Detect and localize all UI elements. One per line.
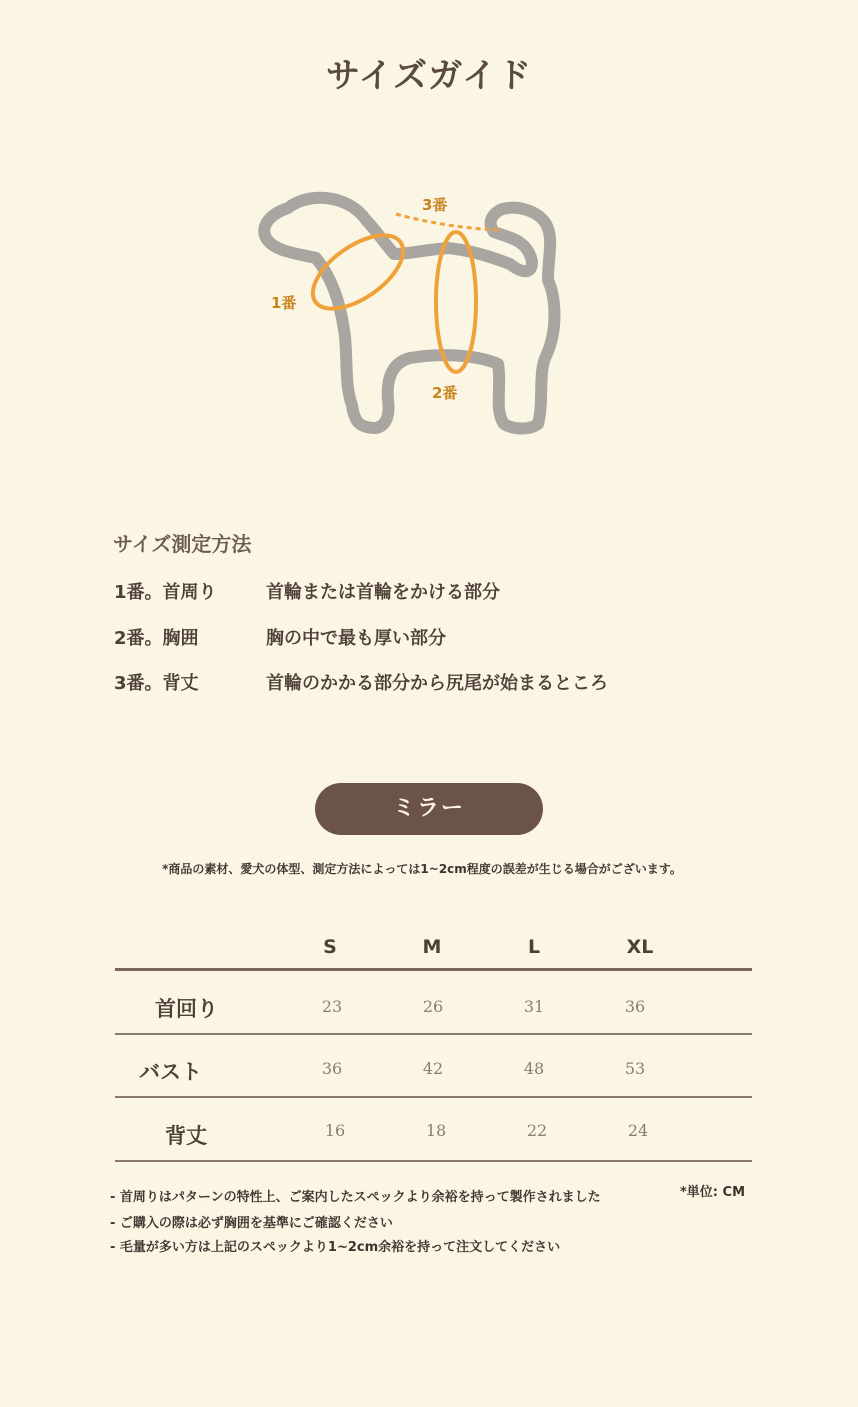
row-label-bust: バスト <box>139 1060 202 1084</box>
table-header-divider <box>115 968 752 971</box>
label-chest: 2番 <box>432 384 458 402</box>
cell-back-s: 16 <box>324 1121 346 1140</box>
measure-heading: サイズ測定方法 <box>113 532 252 556</box>
table-row-divider <box>115 1096 752 1098</box>
col-header-xl: XL <box>626 936 654 958</box>
cell-back-m: 18 <box>425 1121 447 1140</box>
unit-label: *単位: CM <box>680 1185 746 1200</box>
col-header-l: L <box>527 936 541 958</box>
cell-neck-m: 26 <box>422 997 444 1016</box>
label-neck: 1番 <box>271 294 297 312</box>
col-header-s: S <box>323 936 337 958</box>
back-measure-line <box>396 214 500 230</box>
measure-desc: 胸の中で最も厚い部分 <box>266 628 446 649</box>
cell-back-xl: 24 <box>627 1121 649 1140</box>
dog-outline <box>264 198 554 429</box>
cell-bust-l: 48 <box>523 1059 545 1078</box>
disclaimer-text: *商品の素材、愛犬の体型、測定方法によっては1~2cm程度の誤差が生じる場合がございます。 <box>162 862 682 876</box>
cell-bust-xl: 53 <box>624 1059 646 1078</box>
color-option-button[interactable]: ミラー <box>315 783 543 835</box>
note-item: - 毛量が多い方は上記のスペックより1~2cm余裕を持って注文してください <box>110 1240 561 1255</box>
row-label-back-length: 背丈 <box>165 1124 207 1148</box>
cell-bust-m: 42 <box>422 1059 444 1078</box>
cell-neck-s: 23 <box>321 997 343 1016</box>
measure-desc: 首輪のかかる部分から尻尾が始まるところ <box>266 673 608 694</box>
label-back: 3番 <box>422 196 448 214</box>
cell-bust-s: 36 <box>321 1059 343 1078</box>
row-label-neck: 首回り <box>155 997 218 1021</box>
table-bottom-divider <box>115 1160 752 1162</box>
measure-key: 1番。首周り <box>114 582 217 603</box>
measure-key: 3番。背丈 <box>114 673 199 694</box>
cell-back-l: 22 <box>526 1121 548 1140</box>
dog-measurement-diagram <box>248 180 578 450</box>
note-item: - 首周りはパターンの特性上、ご案内したスペックより余裕を持って製作されました <box>110 1190 601 1205</box>
cell-neck-xl: 36 <box>624 997 646 1016</box>
table-row-divider <box>115 1033 752 1035</box>
measure-key: 2番。胸囲 <box>114 628 199 649</box>
neck-measure-ring <box>300 221 415 323</box>
col-header-m: M <box>422 936 442 958</box>
measure-desc: 首輪または首輪をかける部分 <box>266 582 500 603</box>
page-title: サイズガイド <box>325 56 533 96</box>
note-item: - ご購入の際は必ず胸囲を基準にご確認ください <box>110 1216 393 1231</box>
cell-neck-l: 31 <box>523 997 545 1016</box>
